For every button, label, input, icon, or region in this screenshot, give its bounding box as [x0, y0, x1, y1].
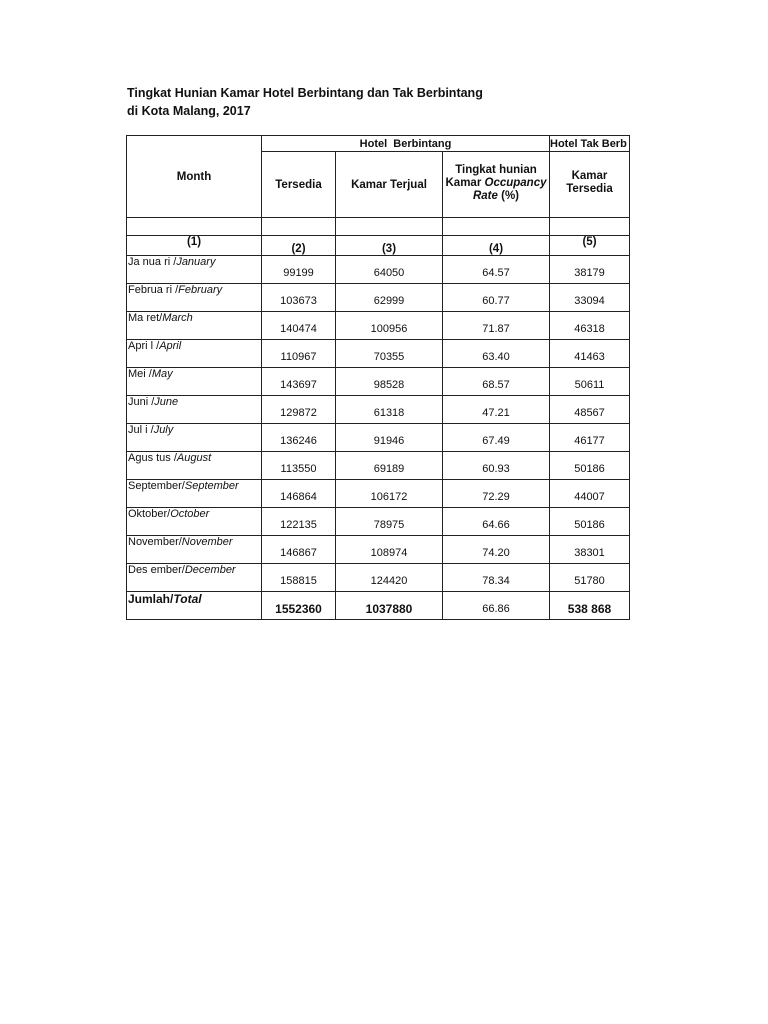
table-row: [127, 396, 630, 424]
cell-c4: 60.77: [443, 284, 550, 312]
cell-c4: 64.66: [443, 508, 550, 536]
month-english: August: [176, 452, 212, 464]
spacer-cell: [336, 218, 443, 236]
cell-c4: 71.87: [443, 312, 550, 340]
month-english: January: [176, 256, 216, 268]
cell-c5: 41463: [550, 340, 630, 368]
total-c5: 538 868: [550, 592, 630, 620]
cell-c3: 69189: [336, 452, 443, 480]
title-line-1: Tingkat Hunian Kamar Hotel Berbintang dan Tak Berbintang: [127, 86, 483, 100]
month-label: [127, 284, 262, 312]
total-c3: 1037880: [336, 592, 443, 620]
total-label: [127, 592, 262, 620]
spacer-cell: [443, 218, 550, 236]
table-row: [127, 536, 630, 564]
table-row: [127, 256, 630, 284]
month-local: Ja nua ri /: [128, 256, 177, 268]
month-local: Apri l /: [128, 340, 160, 352]
header-occupancy-line-3: [445, 190, 547, 203]
cell-c4: 64.57: [443, 256, 550, 284]
month-label: [127, 396, 262, 424]
header-month: Month: [127, 136, 262, 218]
cell-c5: 46177: [550, 424, 630, 452]
spacer-cell: [550, 218, 630, 236]
month-english: December: [184, 564, 236, 576]
month-local: November/: [128, 536, 182, 548]
cell-c4: 74.20: [443, 536, 550, 564]
table-row: [127, 452, 630, 480]
month-local: Agus tus /: [128, 452, 177, 464]
month-english: October: [170, 508, 210, 520]
month-label: [127, 536, 262, 564]
spacer-cell: [127, 218, 262, 236]
month-label: [127, 340, 262, 368]
month-local: Oktober/: [128, 508, 171, 520]
title-line-2: di Kota Malang, 2017: [127, 104, 251, 118]
cell-c2: 146867: [262, 536, 336, 564]
document-title: [127, 84, 483, 120]
index-2: (2): [262, 236, 336, 256]
month-label: [127, 256, 262, 284]
month-label: [127, 564, 262, 592]
header-group-berbintang: Hotel Berbintang: [262, 136, 550, 152]
header-occupancy-rate: [443, 152, 550, 218]
index-5: (5): [550, 236, 630, 256]
total-local: Jumlah/: [128, 592, 174, 606]
table-row: [127, 312, 630, 340]
cell-c3: 100956: [336, 312, 443, 340]
cell-c5: 48567: [550, 396, 630, 424]
month-local: Juni /: [128, 396, 155, 408]
month-local: Jul i /: [128, 424, 154, 436]
table-row: [127, 480, 630, 508]
spacer-cell: [262, 218, 336, 236]
table-row: [127, 284, 630, 312]
cell-c5: 38301: [550, 536, 630, 564]
cell-c2: 129872: [262, 396, 336, 424]
month-label: [127, 480, 262, 508]
total-english: Total: [173, 592, 202, 606]
cell-c4: 47.21: [443, 396, 550, 424]
cell-c5: 38179: [550, 256, 630, 284]
cell-c4: 72.29: [443, 480, 550, 508]
month-english: July: [153, 424, 174, 436]
cell-c2: 103673: [262, 284, 336, 312]
total-c4: 66.86: [443, 592, 550, 620]
cell-c2: 110967: [262, 340, 336, 368]
column-index-row: [127, 236, 630, 256]
month-label: [127, 508, 262, 536]
cell-c3: 98528: [336, 368, 443, 396]
header-occupancy-percent: (%): [497, 190, 520, 202]
month-local: Ma ret/: [128, 312, 163, 324]
month-english: May: [151, 368, 173, 380]
cell-c3: 106172: [336, 480, 443, 508]
cell-c5: 33094: [550, 284, 630, 312]
index-1: (1): [127, 236, 262, 256]
index-3: (3): [336, 236, 443, 256]
cell-c3: 78975: [336, 508, 443, 536]
cell-c2: 99199: [262, 256, 336, 284]
month-english: April: [159, 340, 182, 352]
cell-c2: 113550: [262, 452, 336, 480]
header-kamar-terjual: Kamar Terjual: [336, 152, 443, 218]
cell-c5: 51780: [550, 564, 630, 592]
month-local: September/: [128, 480, 185, 492]
header-occupancy-rate-word: Rate: [472, 190, 498, 202]
cell-c3: 124420: [336, 564, 443, 592]
table-row: [127, 368, 630, 396]
header-occupancy-word: Occupancy: [484, 177, 547, 189]
cell-c3: 70355: [336, 340, 443, 368]
header-tersedia: Tersedia: [262, 152, 336, 218]
month-local: Februa ri /: [128, 284, 179, 296]
occupancy-table: [126, 135, 630, 620]
cell-c2: 143697: [262, 368, 336, 396]
month-english: June: [154, 396, 179, 408]
cell-c4: 63.40: [443, 340, 550, 368]
table-row: [127, 424, 630, 452]
month-label: [127, 424, 262, 452]
month-english: November: [181, 536, 233, 548]
cell-c3: 91946: [336, 424, 443, 452]
month-english: March: [162, 312, 193, 324]
cell-c2: 122135: [262, 508, 336, 536]
cell-c3: 61318: [336, 396, 443, 424]
cell-c3: 64050: [336, 256, 443, 284]
month-label: [127, 368, 262, 396]
cell-c2: 140474: [262, 312, 336, 340]
month-local: Des ember/: [128, 564, 185, 576]
header-kamar-tersedia: [550, 152, 630, 218]
cell-c4: 68.57: [443, 368, 550, 396]
header-occupancy-line-1: Tingkat hunian: [455, 164, 537, 176]
header-occupancy-line-2: [445, 177, 547, 190]
header-kamar-tersedia-line-1: Kamar: [571, 170, 608, 182]
total-row: [127, 592, 630, 620]
month-english: February: [178, 284, 223, 296]
month-local: Mei /: [128, 368, 152, 380]
cell-c3: 108974: [336, 536, 443, 564]
spacer-row: [127, 218, 630, 236]
cell-c2: 158815: [262, 564, 336, 592]
table-row: [127, 508, 630, 536]
header-group-tak-berbintang: Hotel Tak Berb: [550, 136, 630, 152]
cell-c4: 78.34: [443, 564, 550, 592]
cell-c5: 50611: [550, 368, 630, 396]
cell-c4: 67.49: [443, 424, 550, 452]
cell-c3: 62999: [336, 284, 443, 312]
cell-c5: 50186: [550, 508, 630, 536]
month-label: [127, 452, 262, 480]
month-english: September: [184, 480, 239, 492]
header-occupancy-kamar: Kamar: [445, 177, 485, 189]
total-c2: 1552360: [262, 592, 336, 620]
month-label: [127, 312, 262, 340]
cell-c2: 136246: [262, 424, 336, 452]
cell-c5: 50186: [550, 452, 630, 480]
cell-c2: 146864: [262, 480, 336, 508]
cell-c5: 46318: [550, 312, 630, 340]
table-row: [127, 340, 630, 368]
table-row: [127, 564, 630, 592]
index-4: (4): [443, 236, 550, 256]
cell-c5: 44007: [550, 480, 630, 508]
cell-c4: 60.93: [443, 452, 550, 480]
header-kamar-tersedia-line-2: Tersedia: [566, 183, 613, 195]
